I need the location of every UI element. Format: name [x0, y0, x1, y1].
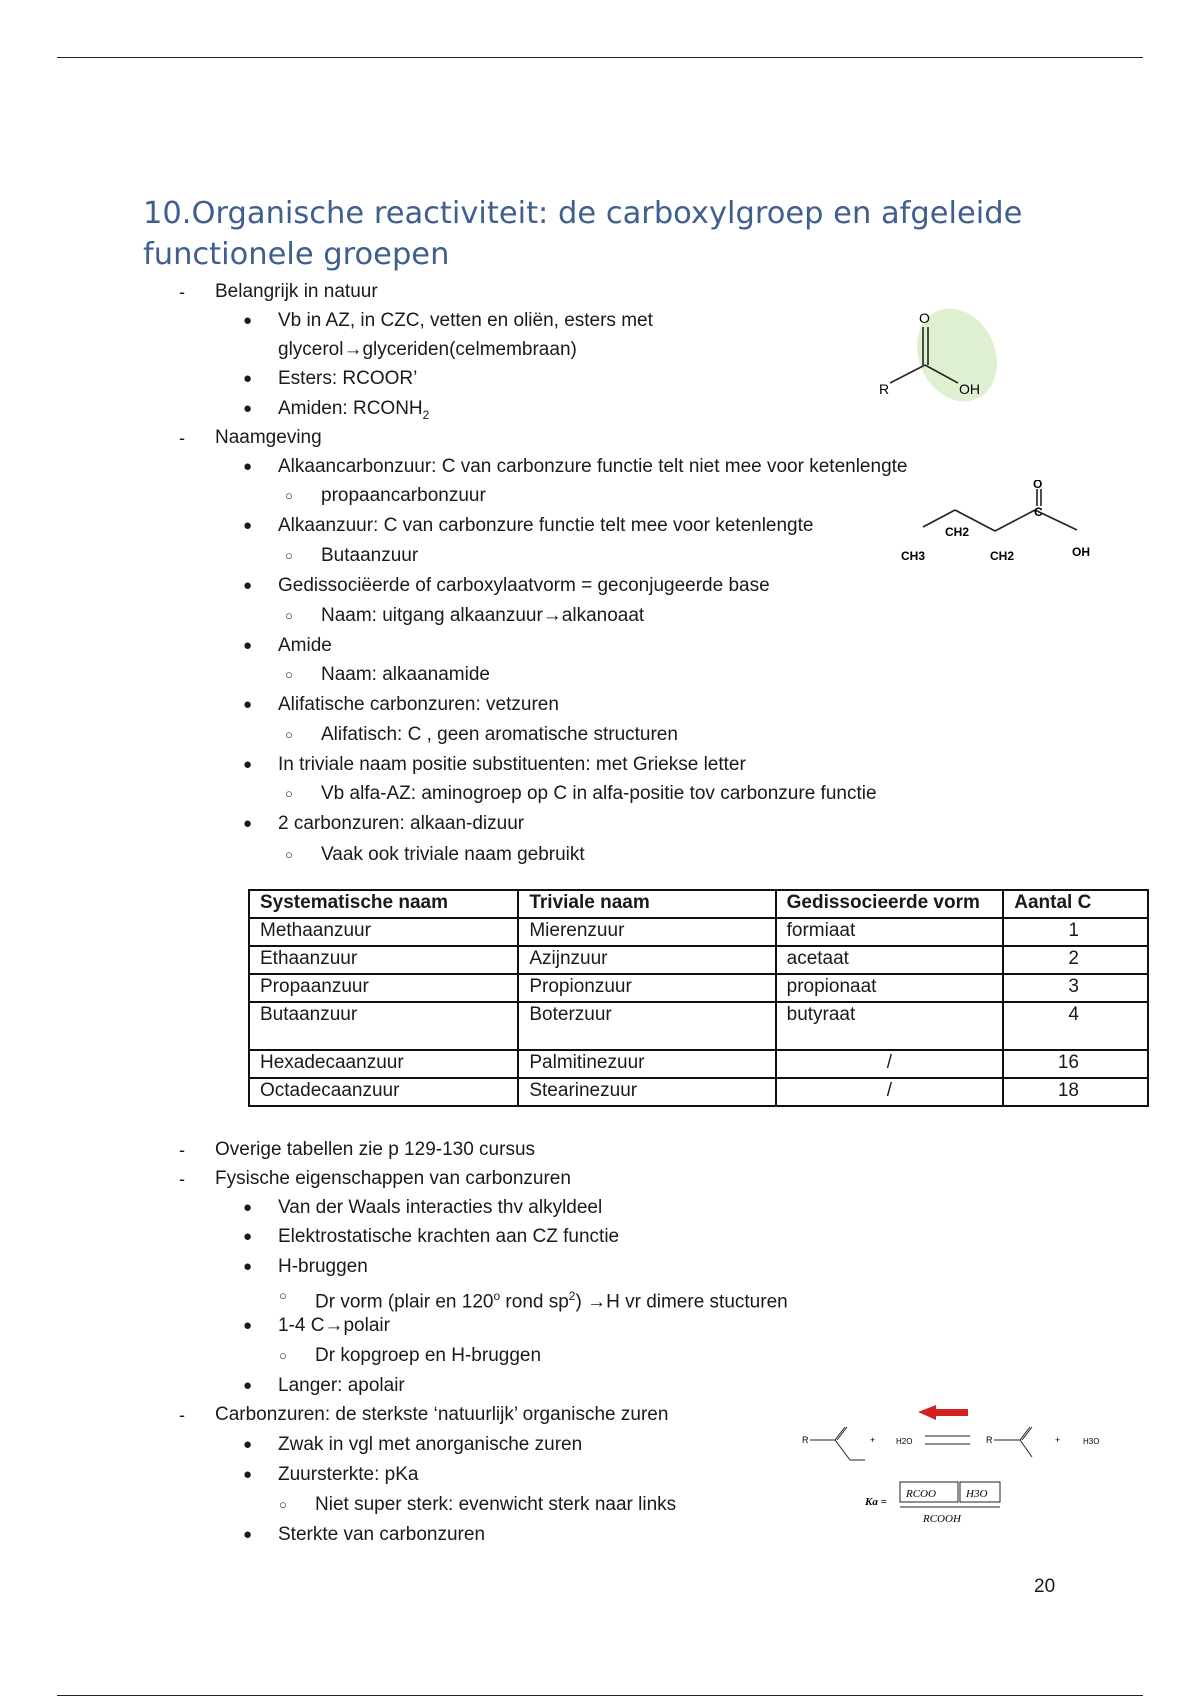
list-item: Belangrijk in natuur — [215, 281, 378, 302]
h3o-label: H3O — [1083, 1437, 1100, 1446]
oh-label: OH — [1072, 545, 1090, 559]
table-cell: 2 — [1003, 946, 1148, 974]
footer-rule — [57, 1695, 1143, 1696]
table-cell: Azijnzuur — [518, 946, 775, 974]
table-header: Systematische naam — [249, 890, 518, 918]
dash-marker: - — [179, 282, 185, 302]
bullet-marker: ● — [243, 1258, 253, 1275]
list-item: Vb in AZ, in CZC, vetten en oliën, esters met — [278, 310, 653, 331]
ch2-label: CH2 — [990, 549, 1015, 563]
table-cell: acetaat — [776, 946, 1004, 974]
bullet-marker: ● — [243, 1466, 253, 1483]
page-title: 10.Organische reactiviteit: de carboxylgroep en afgeleide functionele groepen — [143, 196, 1023, 272]
r-label: R — [802, 1435, 809, 1445]
table-cell: / — [776, 1050, 1004, 1078]
list-item: Gedissociëerde of carboxylaatvorm = geconjugeerde base — [278, 575, 770, 596]
ch3-label: CH3 — [901, 549, 926, 563]
butanoic-acid-figure — [895, 480, 1110, 565]
list-item: Vaak ook triviale naam gebruikt — [321, 844, 585, 865]
plus-sign: + — [1055, 1435, 1061, 1445]
list-item: Amide — [278, 635, 332, 656]
bullet-marker: ● — [243, 756, 253, 773]
table-cell: Stearinezuur — [518, 1078, 775, 1106]
header-rule — [57, 57, 1143, 58]
table-cell: Propaanzuur — [249, 974, 518, 1002]
table-row — [249, 918, 1148, 946]
bullet-marker: ● — [243, 400, 253, 417]
table-row — [249, 946, 1148, 974]
circle-marker: ○ — [279, 1288, 287, 1303]
plus-sign: + — [870, 1435, 876, 1445]
table-cell: propionaat — [776, 974, 1004, 1002]
bullet-marker: ● — [243, 517, 253, 534]
bullet-marker: ● — [243, 1377, 253, 1394]
list-item: Carbonzuren: de sterkste ‘natuurlijk’ organische zuren — [215, 1404, 669, 1425]
dash-marker: - — [179, 1405, 185, 1425]
circle-marker: ○ — [285, 608, 293, 623]
bullet-marker: ● — [243, 696, 253, 713]
list-item: Naam: alkaanamide — [321, 664, 490, 685]
red-arrow-icon — [918, 1405, 968, 1420]
numerator-rcoo: RCOO — [906, 1488, 936, 1500]
carbon-label: C — [1034, 505, 1043, 519]
table-cell: Hexadecaanzuur — [249, 1050, 518, 1078]
list-item: Niet super sterk: evenwicht sterk naar links — [315, 1494, 677, 1515]
oxygen-label: O — [919, 310, 930, 326]
table-header-row — [249, 890, 1148, 918]
bullet-marker: ● — [243, 1436, 253, 1453]
circle-marker: ○ — [285, 667, 293, 682]
table-cell: Octadecaanzuur — [249, 1078, 518, 1106]
bullet-marker: ● — [243, 458, 253, 475]
section-heading: Naamgeving — [215, 427, 322, 448]
list-item: Butaanzuur — [321, 545, 419, 566]
circle-marker: ○ — [285, 548, 293, 563]
bullet-marker: ● — [243, 1199, 253, 1216]
list-item: Elektrostatische krachten aan CZ functie — [278, 1226, 620, 1247]
list-item: H-bruggen — [278, 1256, 368, 1277]
dash-marker: - — [179, 1169, 185, 1189]
table-cell: formiaat — [776, 918, 1004, 946]
table-header: Triviale naam — [518, 890, 775, 918]
circle-marker: ○ — [285, 727, 293, 742]
ka-label: Ka = — [865, 1496, 887, 1508]
table-cell: / — [776, 1078, 1004, 1106]
bullet-marker: ● — [243, 312, 253, 329]
table-cell: Mierenzuur — [518, 918, 775, 946]
table-cell: Ethaanzuur — [249, 946, 518, 974]
denominator-rcooh: RCOOH — [923, 1513, 961, 1525]
table-cell: 1 — [1003, 918, 1148, 946]
list-item: Zuursterkte: pKa — [278, 1464, 419, 1485]
bullet-marker: ● — [243, 370, 253, 387]
list-item: glycerol→glyceriden(celmembraan) — [278, 339, 577, 360]
list-item: Alkaanzuur: C van carbonzure functie telt mee voor ketenlengte — [278, 515, 814, 536]
table-cell: Boterzuur — [518, 1002, 775, 1050]
table-cell: Butaanzuur — [249, 1002, 518, 1050]
list-item: Alifatische carbonzuren: vetzuren — [278, 694, 559, 715]
bullet-marker: ● — [243, 1526, 253, 1543]
list-item: Zwak in vgl met anorganische zuren — [278, 1434, 583, 1455]
numerator-h3o: H3O — [966, 1488, 988, 1500]
list-item: Alifatisch: C , geen aromatische structuren — [321, 724, 678, 745]
list-item: Overige tabellen zie p 129-130 cursus — [215, 1139, 536, 1160]
list-item: propaancarbonzuur — [321, 485, 486, 506]
list-item: In triviale naam positie substituenten: met Griekse letter — [278, 754, 746, 775]
carboxyl-group-figure — [870, 305, 1000, 405]
table-row — [249, 1078, 1148, 1106]
r-label: R — [986, 1435, 993, 1445]
list-item: Dr vorm (plair en 120$^o$ rond $sp^2) \to H$ vr dimere stucturen — [315, 1289, 788, 1313]
oh-label: OH — [959, 381, 980, 397]
ch2-label: CH2 — [945, 525, 970, 539]
oxygen-label: O — [1033, 480, 1043, 491]
bullet-marker: ● — [243, 637, 253, 654]
circle-marker: ○ — [279, 1497, 287, 1512]
list-item: Dr kopgroep en H-bruggen — [315, 1345, 542, 1366]
table-cell: Methaanzuur — [249, 918, 518, 946]
acid-equilibrium-figure — [800, 1405, 1110, 1525]
list-item: Esters: RCOOR’ — [278, 368, 418, 389]
carboxylic-acids-table — [248, 889, 1149, 1107]
list-item: 2 carbonzuren: alkaan-dizuur — [278, 813, 525, 834]
list-item: Sterkte van carbonzuren — [278, 1524, 486, 1545]
circle-marker: ○ — [285, 847, 293, 862]
table-cell: 4 — [1003, 1002, 1148, 1050]
list-item: Vb alfa-AZ: aminogroep op C in alfa-positie tov carbonzure functie — [321, 783, 877, 804]
r-label: R — [879, 381, 890, 397]
circle-marker: ○ — [285, 786, 293, 801]
h2o-label: H2O — [896, 1437, 913, 1446]
list-item: 1-4 C→polair — [278, 1315, 390, 1336]
list-item: Alkaancarbonzuur: C van carbonzure functie telt niet mee voor ketenlengte — [278, 456, 908, 477]
list-item: Amiden: $RCONH_2$ — [278, 398, 430, 422]
list-item: Van der Waals interacties thv alkyldeel — [278, 1197, 603, 1218]
page-number: 20 — [1034, 1576, 1056, 1597]
table-cell: butyraat — [776, 1002, 1004, 1050]
table-row — [249, 1050, 1148, 1078]
bullet-marker: ● — [243, 815, 253, 832]
table-cell: 16 — [1003, 1050, 1148, 1078]
table-cell: 3 — [1003, 974, 1148, 1002]
table-cell: Propionzuur — [518, 974, 775, 1002]
table-header: Gedissocieerde vorm — [776, 890, 1004, 918]
circle-marker: ○ — [285, 488, 293, 503]
dash-marker: - — [179, 1140, 185, 1160]
bullet-marker: ● — [243, 577, 253, 594]
table-row — [249, 1002, 1148, 1050]
circle-marker: ○ — [279, 1348, 287, 1363]
list-item: Naam: uitgang alkaanzuur→alkanoaat — [321, 605, 645, 626]
list-item: Langer: apolair — [278, 1375, 405, 1396]
bullet-marker: ● — [243, 1317, 253, 1334]
dash-marker: - — [179, 428, 185, 448]
list-item: Fysische eigenschappen van carbonzuren — [215, 1168, 571, 1189]
bullet-marker: ● — [243, 1228, 253, 1245]
table-cell: Palmitinezuur — [518, 1050, 775, 1078]
table-row — [249, 974, 1148, 1002]
table-cell: 18 — [1003, 1078, 1148, 1106]
table-header: Aantal C — [1003, 890, 1148, 918]
